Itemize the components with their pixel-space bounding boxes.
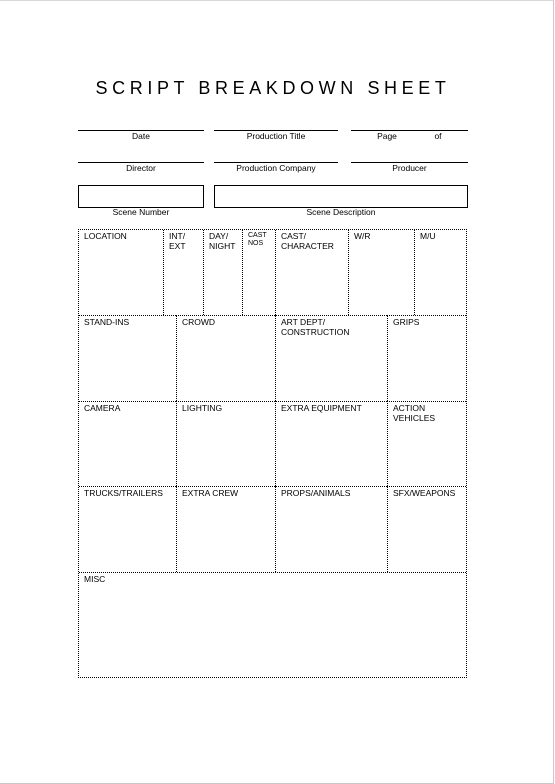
action-vehicles-cell[interactable] — [387, 401, 466, 486]
page-title: SCRIPT BREAKDOWN SHEET — [95, 78, 451, 98]
grips-cell[interactable] — [387, 315, 466, 401]
cast-character-cell[interactable] — [275, 230, 348, 315]
location-label: LOCATION — [84, 231, 127, 241]
producer-label: Producer — [392, 163, 427, 173]
action-vehicles-label-1: ACTION — [393, 403, 426, 413]
art-dept-label-2: CONSTRUCTION — [281, 327, 350, 337]
cast-nos-label-1: CAST — [248, 232, 267, 239]
scene-description-box[interactable] — [214, 185, 468, 208]
day-night-label-1: DAY/ — [209, 231, 229, 241]
int-ext-label-1: INT/ — [169, 231, 186, 241]
wr-cell[interactable] — [348, 230, 414, 315]
stand-ins-cell[interactable] — [79, 315, 176, 401]
scene-number-box[interactable] — [78, 185, 204, 208]
crowd-label: CROWD — [182, 317, 216, 327]
misc-label: MISC — [84, 574, 106, 584]
trucks-trailers-label: TRUCKS/TRAILERS — [84, 488, 163, 498]
art-dept-label-1: ART DEPT/ — [281, 317, 326, 327]
mu-cell[interactable] — [414, 230, 466, 315]
scene-description-label: Scene Description — [306, 207, 376, 217]
mu-label: M/U — [420, 231, 436, 241]
production-company-label: Production Company — [236, 163, 316, 173]
trucks-trailers-cell[interactable] — [79, 486, 176, 572]
lighting-cell[interactable] — [176, 401, 275, 486]
extra-crew-cell[interactable] — [176, 486, 275, 572]
director-label: Director — [126, 163, 156, 173]
cast-character-label-2: CHARACTER — [281, 241, 334, 251]
day-night-cell[interactable] — [203, 230, 242, 315]
crowd-cell[interactable] — [176, 315, 275, 401]
stand-ins-label: STAND-INS — [84, 317, 130, 327]
int-ext-label-2: EXT — [169, 241, 186, 251]
wr-label: W/R — [354, 231, 371, 241]
location-cell[interactable] — [79, 230, 163, 315]
extra-equipment-cell[interactable] — [275, 401, 387, 486]
cast-character-label-1: CAST/ — [281, 231, 307, 241]
misc-cell[interactable] — [79, 572, 466, 677]
int-ext-cell[interactable] — [163, 230, 203, 315]
camera-cell[interactable] — [79, 401, 176, 486]
cast-nos-cell[interactable] — [242, 230, 275, 315]
page-label: Page — [377, 131, 397, 141]
art-dept-cell[interactable] — [275, 315, 387, 401]
breakdown-grid — [78, 229, 467, 678]
scene-number-label: Scene Number — [112, 207, 170, 217]
lighting-label: LIGHTING — [182, 403, 223, 413]
sfx-weapons-cell[interactable] — [387, 486, 466, 572]
props-animals-cell[interactable] — [275, 486, 387, 572]
grips-label: GRIPS — [393, 317, 420, 327]
camera-label: CAMERA — [84, 403, 121, 413]
day-night-label-2: NIGHT — [209, 241, 236, 251]
date-label: Date — [132, 131, 150, 141]
sfx-weapons-label: SFX/WEAPONS — [393, 488, 456, 498]
page-of-label: of — [434, 131, 442, 141]
extra-crew-label: EXTRA CREW — [182, 488, 239, 498]
props-animals-label: PROPS/ANIMALS — [281, 488, 351, 498]
action-vehicles-label-2: VEHICLES — [393, 413, 436, 423]
cast-nos-label-2: NOS — [248, 240, 264, 247]
production-title-label: Production Title — [246, 131, 306, 141]
extra-equipment-label: EXTRA EQUIPMENT — [281, 403, 362, 413]
